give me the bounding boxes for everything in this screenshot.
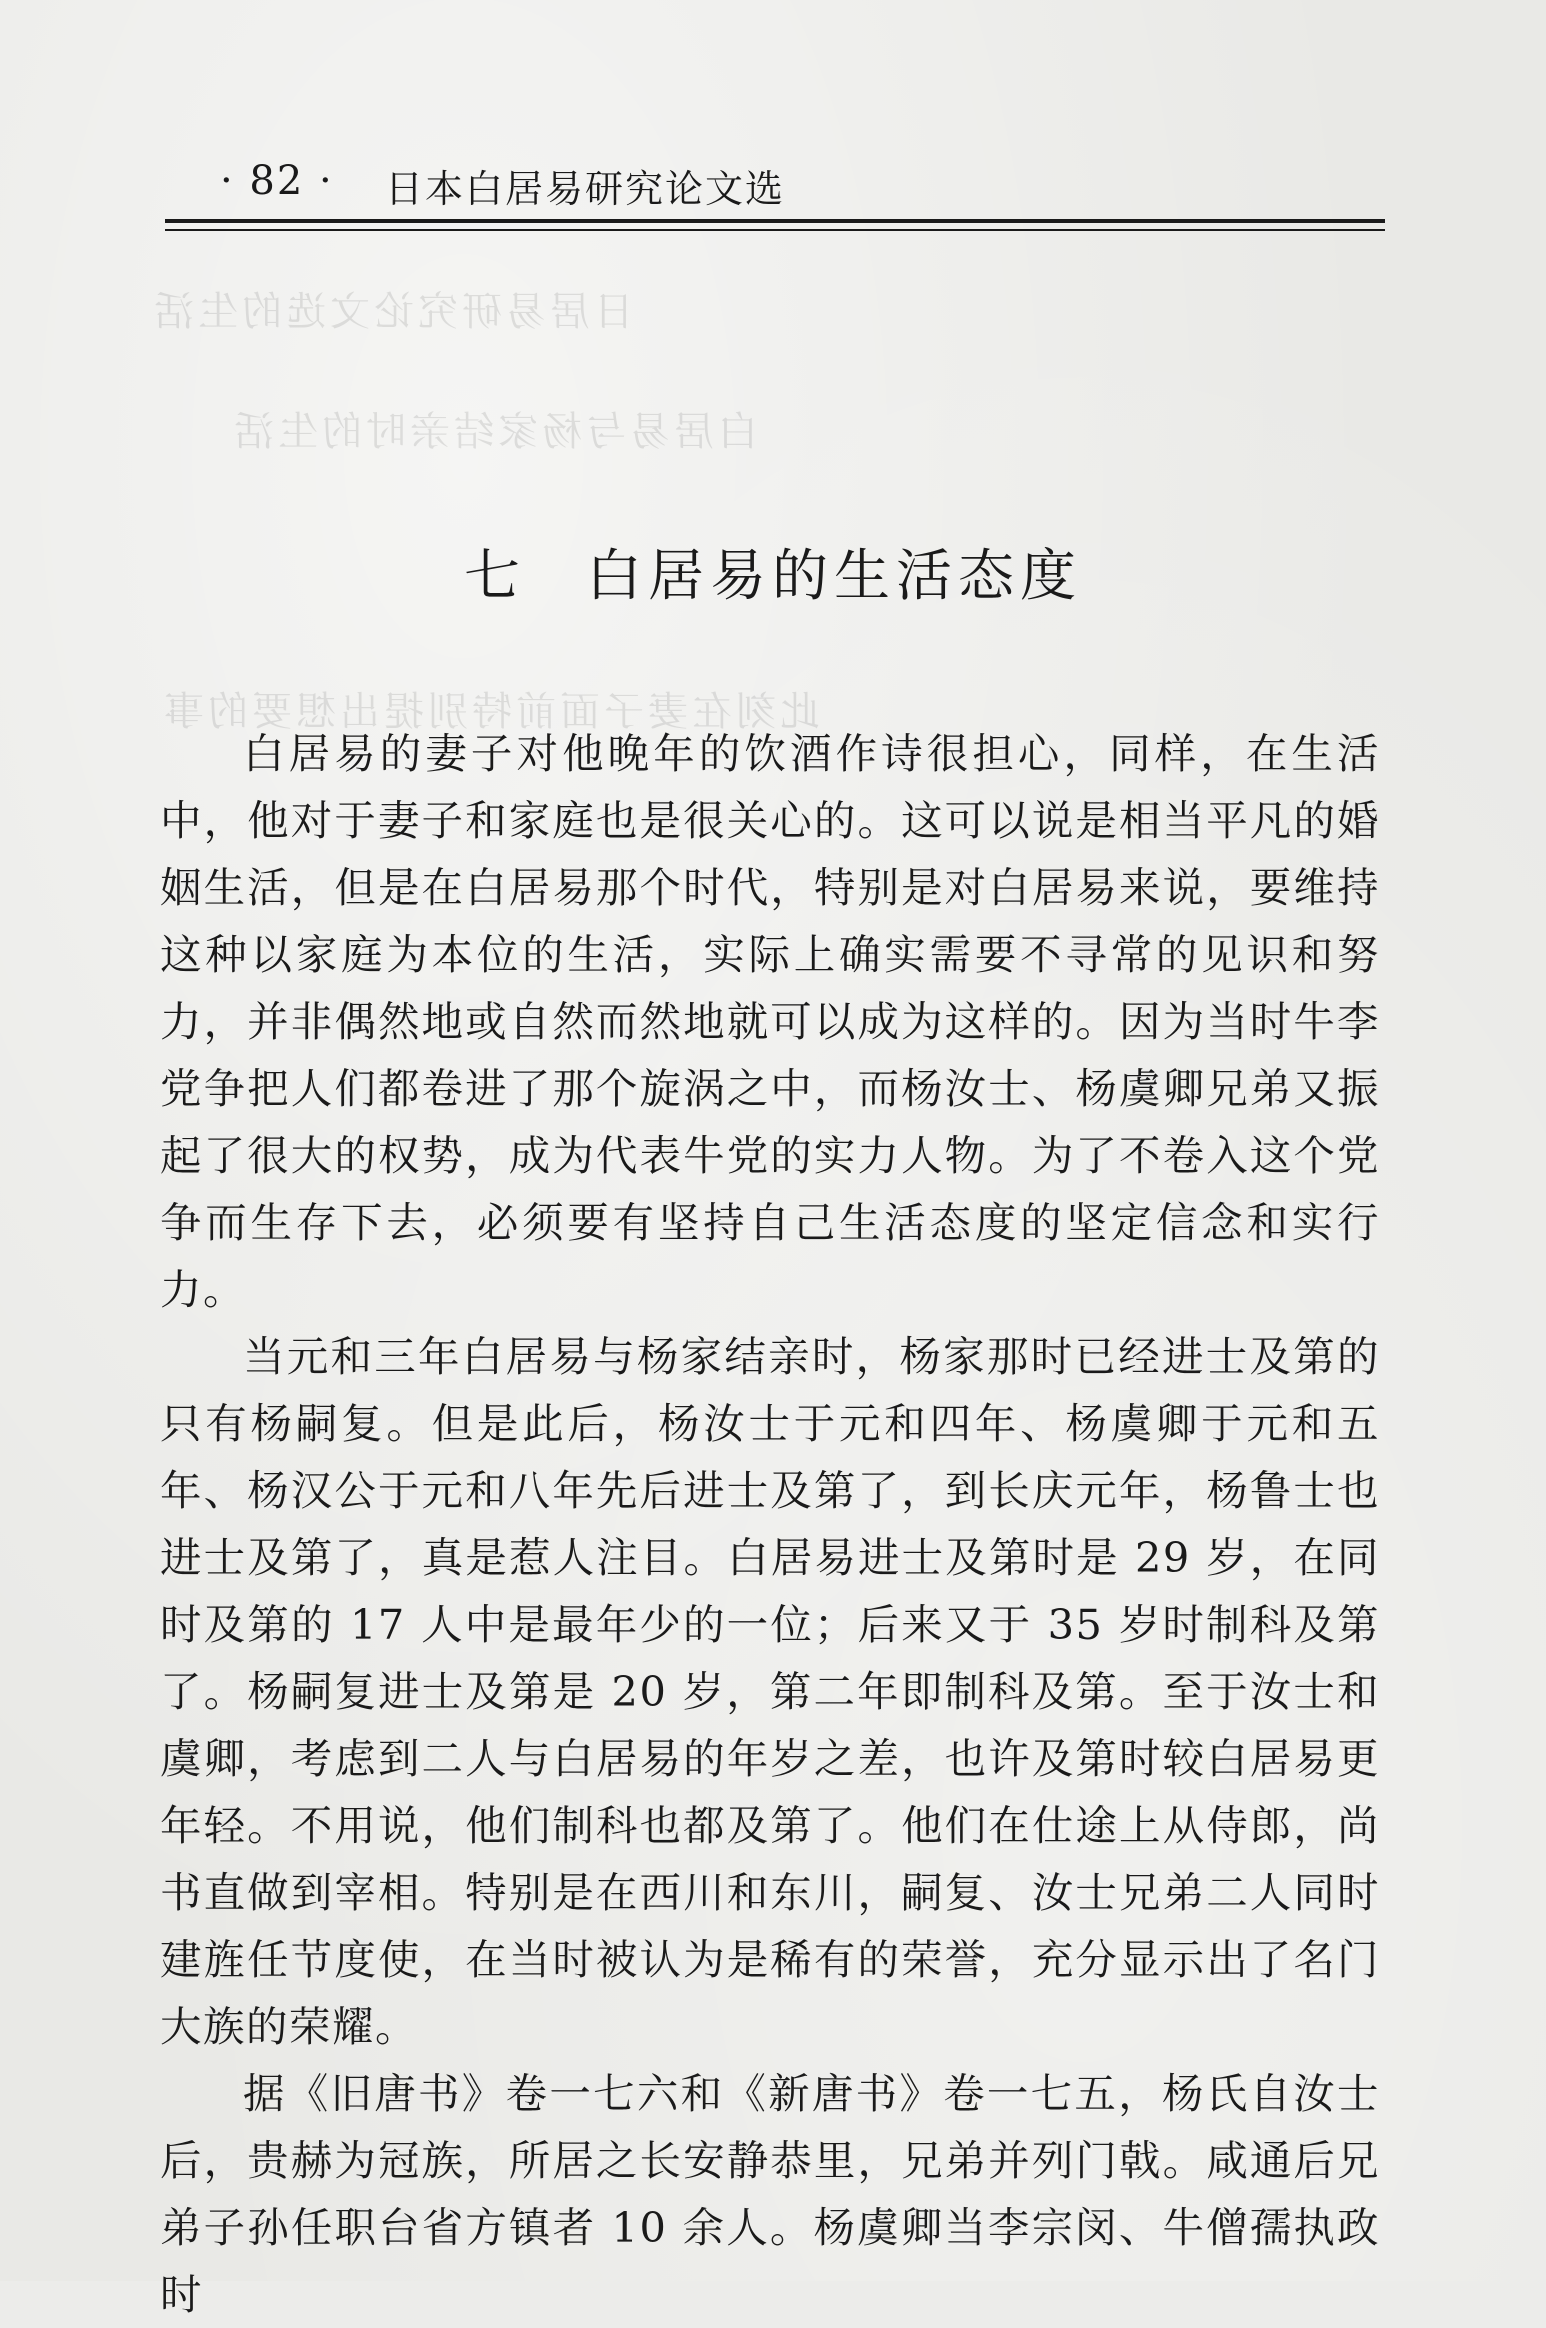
header-rule-thin: [165, 229, 1385, 231]
running-header: [160, 150, 1390, 224]
book-title: 日本白居易研究论文选: [385, 167, 786, 211]
page-number: · 82 ·: [220, 158, 334, 204]
body-text: [160, 720, 1380, 2328]
header-rule-thick: [165, 219, 1385, 223]
show-through-text: 白居易与杨家结亲时的生活: [230, 409, 758, 455]
section-number: 七: [464, 544, 526, 609]
paragraph: 白居易的妻子对他晚年的饮酒作诗很担心，同样，在生活中，他对于妻子和家庭也是很关心的。这可以说是相当平凡的婚姻生活，但是在白居易那个时代，特别是对白居易来说，要维持这种以家庭为本位的生活，实际上确实需要不寻常的见识和努力，并非偶然地或自然而然地就可以成为这样的。因为当时牛李党争把人们都卷进了那个旋涡之中，而杨汝士、杨虞卿兄弟又振起了很大的权势，成为代表牛党的实力人物。为了不卷入这个党争而生存下去，必须要有坚持自己生活态度的坚定信念和实行力。: [160, 729, 1380, 1314]
paragraph: 据《旧唐书》卷一七六和《新唐书》卷一七五，杨氏自汝士后，贵赫为冠族，所居之长安静恭里，兄弟并列门戟。咸通后兄弟子孙任职台省方镇者 10 余人。杨虞卿当李宗闵、牛僧孺执政时: [160, 2069, 1380, 2319]
paragraph: 当元和三年白居易与杨家结亲时，杨家那时已经进士及第的只有杨嗣复。但是此后，杨汝士于元和四年、杨虞卿于元和五年、杨汉公于元和八年先后进士及第了，到长庆元年，杨鲁士也进士及第了，真是惹人注目。白居易进士及第时是 29 岁，在同时及第的 17 人中是最年少的一位；后来又于 35 岁时制科及第了。杨嗣复进士及第是 20 岁，第二年即制科及第。至于汝士和虞卿，考虑到二人与白居易的年岁之差，也许及第时较白居易更年轻。不用说，他们制科也都及第了。他们在仕途上从侍郎，尚书直做到宰相。特别是在西川和东川，嗣复、汝士兄弟二人同时建旌任节度使，在当时被认为是稀有的荣誉，充分显示出了名门大族的荣耀。: [160, 1332, 1380, 2051]
section-heading: [0, 532, 1546, 612]
show-through-text: 此刻在妻子面前特别提出想要的事: [160, 689, 820, 735]
show-through-text: 日居易研究论文选的生活: [150, 289, 634, 335]
section-title: 白居易的生活态度: [586, 544, 1082, 609]
